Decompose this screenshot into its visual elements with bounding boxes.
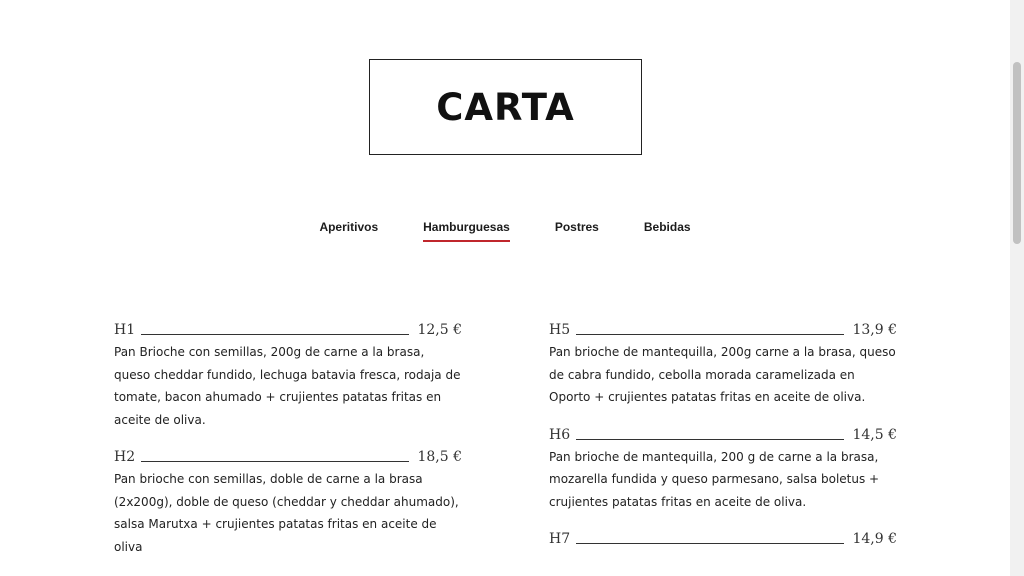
menu-tabs — [0, 220, 1010, 242]
leader-line — [576, 439, 844, 440]
leader-line — [141, 461, 409, 462]
page-title: CARTA — [436, 85, 575, 129]
menu-item-price: 13,9 € — [852, 322, 897, 338]
scrollbar-thumb[interactable] — [1013, 62, 1021, 244]
menu-item — [549, 527, 897, 547]
menu-item-price: 12,5 € — [417, 322, 462, 338]
menu-item — [549, 423, 897, 514]
menu-item — [549, 318, 897, 409]
menu-item-code: H7 — [549, 531, 571, 547]
leader-line — [576, 543, 844, 544]
menu-item-price: 18,5 € — [417, 449, 462, 465]
title-box — [369, 59, 642, 155]
leader-line — [141, 334, 409, 335]
tab-postres[interactable]: Postres — [554, 220, 599, 234]
menu-item-header — [114, 445, 462, 465]
menu-item-description: Pan brioche de mantequilla, 200 g de carne a la brasa, mozarella fundida y queso parmesano, salsa boletus + crujientes patatas fritas en aceite de oliva. — [549, 449, 880, 509]
menu-item-code: H6 — [549, 426, 571, 443]
menu-item-header — [549, 423, 897, 443]
menu-item-description: Pan brioche con semillas, doble de carne a la brasa (2x200g), doble de queso (cheddar y cheddar ahumado), salsa Marutxa + crujientes patatas fritas en aceite de oliva — [114, 472, 459, 554]
menu-item-price: 14,5 € — [852, 426, 897, 443]
menu-item-code: H1 — [114, 322, 136, 338]
menu-item — [114, 445, 462, 558]
vertical-scrollbar[interactable] — [1010, 0, 1024, 576]
menu-item-header — [549, 318, 897, 338]
menu-item — [114, 318, 462, 431]
menu-column-right — [549, 318, 897, 561]
menu-item-code: H5 — [549, 322, 571, 338]
menu-column-left — [114, 318, 462, 572]
menu-item-description: Pan Brioche con semillas, 200g de carne a la brasa, queso cheddar fundido, lechuga batavia fresca, rodaja de tomate, bacon ahumado + crujientes patatas fritas en aceite de oliva. — [114, 345, 461, 427]
menu-item-header — [549, 527, 897, 547]
menu-item-description: Pan brioche de mantequilla, 200g carne a la brasa, queso de cabra fundido, cebolla morada caramelizada en Oporto + crujientes patatas fritas en aceite de oliva. — [549, 345, 896, 404]
tab-aperitivos[interactable]: Aperitivos — [319, 220, 379, 234]
menu-item-header — [114, 318, 462, 338]
tab-hamburguesas[interactable]: Hamburguesas — [423, 220, 510, 242]
menu-item-code: H2 — [114, 449, 136, 465]
tab-bebidas[interactable]: Bebidas — [643, 220, 691, 234]
menu-item-price: 14,9 € — [852, 531, 897, 547]
leader-line — [576, 334, 844, 335]
